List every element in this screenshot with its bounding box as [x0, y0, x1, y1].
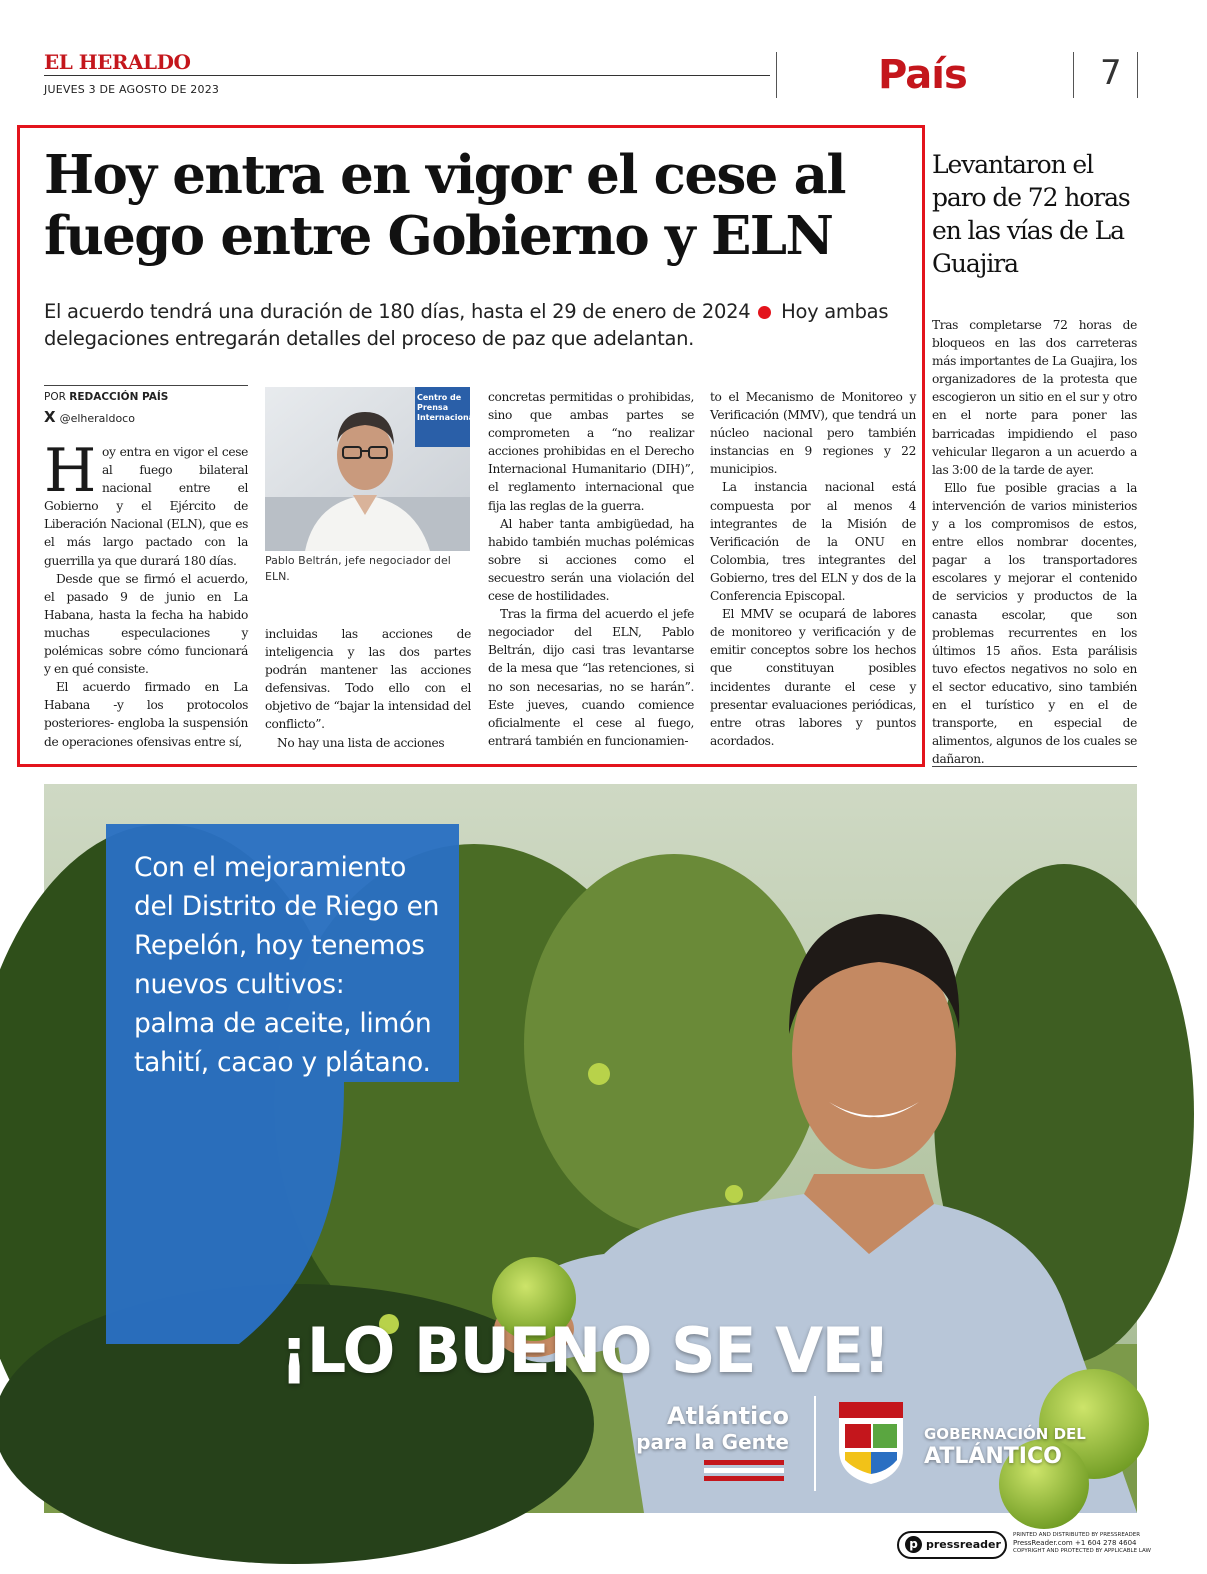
- section-title: País: [878, 52, 967, 98]
- article-paragraph: Al haber tanta ambigüedad, ha habido también muchas polémicas sobre si acciones como el secuestro serán una violación del cese de hostilidades.: [488, 516, 694, 604]
- social-handle[interactable]: [44, 408, 135, 426]
- pressreader-footer[interactable]: [897, 1531, 1151, 1561]
- article-deck: [44, 298, 914, 352]
- photo-caption: Pablo Beltrán, jefe negociador del ELN.: [265, 554, 451, 583]
- header-rule: [44, 75, 770, 76]
- ad-divider: [814, 1396, 816, 1491]
- article-paragraph: Desde que se firmó el acuerdo, el pasado 9 de junio en La Habana, hasta la fecha ha habido muchas especulaciones y polémicas sobre cómo funcionará y en qué consiste.: [44, 571, 248, 677]
- bullet-dot-icon: [758, 306, 771, 319]
- dropcap: H: [44, 436, 96, 506]
- deck-part-1: El acuerdo tendrá una duración de 180 días, hasta el 29 de enero de 2024: [44, 300, 751, 323]
- sidebar-rule: [932, 766, 1137, 767]
- header-divider: [1073, 52, 1074, 98]
- masthead-logo: EL HERALDO: [44, 50, 191, 74]
- pressreader-credits: PRINTED AND DISTRIBUTED BY PRESSREADER PressReader.com +1 604 278 4604 COPYRIGHT AND PROTECTED BY APPLICABLE LAW: [1013, 1532, 1151, 1554]
- article-paragraph: to el Mecanismo de Monitoreo y Verificación (MMV), que tendrá un núcleo nacional pero también instancias en 9 regiones y 22 municipios.: [710, 390, 916, 477]
- ad-brand: Atlántico para la Gente: [636, 1402, 789, 1454]
- pressreader-logo: [897, 1531, 1007, 1559]
- ad-slogan: ¡LO BUENO SE VE!: [280, 1314, 890, 1387]
- coat-of-arms-icon: [831, 1394, 911, 1486]
- header-divider: [776, 52, 777, 98]
- flag-stripes-icon: [704, 1460, 784, 1482]
- advertisement[interactable]: [44, 784, 1137, 1513]
- sidebar-body: [932, 316, 1137, 768]
- header-divider: [1137, 52, 1138, 98]
- pressreader-p-icon: p: [905, 1536, 922, 1553]
- article-paragraph: No hay una lista de acciones: [277, 735, 445, 750]
- ad-message: Con el mejoramiento del Distrito de Riego en Repelón, hoy tenemos nuevos cultivos: palma de aceite, limón tahití, cacao y plátano.: [134, 852, 440, 1078]
- article-paragraph: concretas permitidas o prohibidas, sino que ambas partes se comprometen a “no realizar acciones prohibidas en el Derecho Internacional Humanitario (DIH)”, el reglamento internacional que fija las reglas de la guerra.: [488, 390, 694, 513]
- sidebar-headline: Levantaron el paro de 72 horas en las vías de La Guajira: [932, 150, 1130, 278]
- sidebar-paragraph: Ello fue posible gracias a la intervención de varios ministerios y a los compromisos de estos, entre ellos nombrar docentes, pagar a los transportadores escolares y mejorar el contenido de servicios y productos de la canasta escolar, que son problemas recurrentes en los últimos 15 años. Esta parálisis tuvo efectos negativos no solo en el sector educativo, sino también en el turístico y en el de transporte, en especial de alimentos, algunos de los cuales se dañaron.: [932, 480, 1137, 767]
- article-column-1: [44, 436, 248, 751]
- x-logo-icon: X: [44, 408, 56, 426]
- article-paragraph: El acuerdo firmado en La Habana -y los protocolos posteriores- engloba la suspensión de operaciones ofensivas entre sí,: [44, 680, 248, 749]
- article-paragraph: Hoy entra en vigor el cese al fuego bilateral nacional entre el Gobierno y el Ejército de Liberación Nacional (ELN), que es el más largo pactado con la guerrilla ya que durará 180 días.: [44, 436, 248, 568]
- ad-government: GOBERNACIÓN DEL ATLÁNTICO: [924, 1425, 1086, 1469]
- article-column-4: [710, 388, 916, 750]
- byline-rule: [44, 385, 248, 386]
- byline: [44, 391, 168, 403]
- article-paragraph: El MMV se ocupará de labores de monitoreo y verificación y de emitir conceptos sobre los hechos que constituyan posibles incidentes durante el cese y presentar evaluaciones periódicas, entre otras labores y puntos acordados.: [710, 607, 916, 748]
- sidebar-paragraph: Tras completarse 72 horas de bloqueos en las dos carreteras más importantes de La Guajira, los organizadores de la protesta que escogieron un sitio en el sur y otro en el norte para poner las barricadas impidiendo el paso vehicular llegaron a un acuerdo a las 3:00 de la tarde de ayer.: [932, 318, 1137, 477]
- deck-part-2: Hoy ambas delegaciones entregarán detalles del proceso de paz que adelantan.: [44, 300, 889, 350]
- article-headline: Hoy entra en vigor el cese al fuego entre Gobierno y ELN: [44, 144, 845, 267]
- article-column-2: [265, 625, 471, 752]
- article-column-3: [488, 388, 694, 750]
- pressreader-logo-text: pressreader: [926, 1538, 1001, 1551]
- article-photo: [265, 387, 477, 551]
- page-number: 7: [1100, 53, 1122, 93]
- byline-prefix: POR: [44, 391, 66, 403]
- issue-date: JUEVES 3 DE AGOSTO DE 2023: [44, 83, 220, 96]
- byline-author: REDACCIÓN PAÍS: [69, 391, 169, 403]
- article-paragraph: Tras la firma del acuerdo el jefe negociador del ELN, Pablo Beltrán, dijo casi tras levantarse de la mesa que “las retenciones, si no son necesarias, no se harán”. Este jueves, cuando comience oficialmente el cese al fuego, entrará también en funcionamien-: [488, 607, 694, 748]
- photo-sign-text: Centro de Prensa Internacional: [417, 393, 477, 422]
- article-paragraph: incluidas las acciones de inteligencia y las dos partes podrán mantener las acciones defensivas. Todo ello con el objetivo de “bajar la intensidad del conflicto”.: [265, 627, 471, 732]
- article-paragraph: La instancia nacional está compuesta por al menos 4 integrantes de la Misión de Verificación de la ONU en Colombia, tres integrantes del Gobierno, tres del ELN y dos de la Conferencia Episcopal.: [710, 480, 916, 604]
- social-handle-text: @elheraldoco: [59, 412, 135, 425]
